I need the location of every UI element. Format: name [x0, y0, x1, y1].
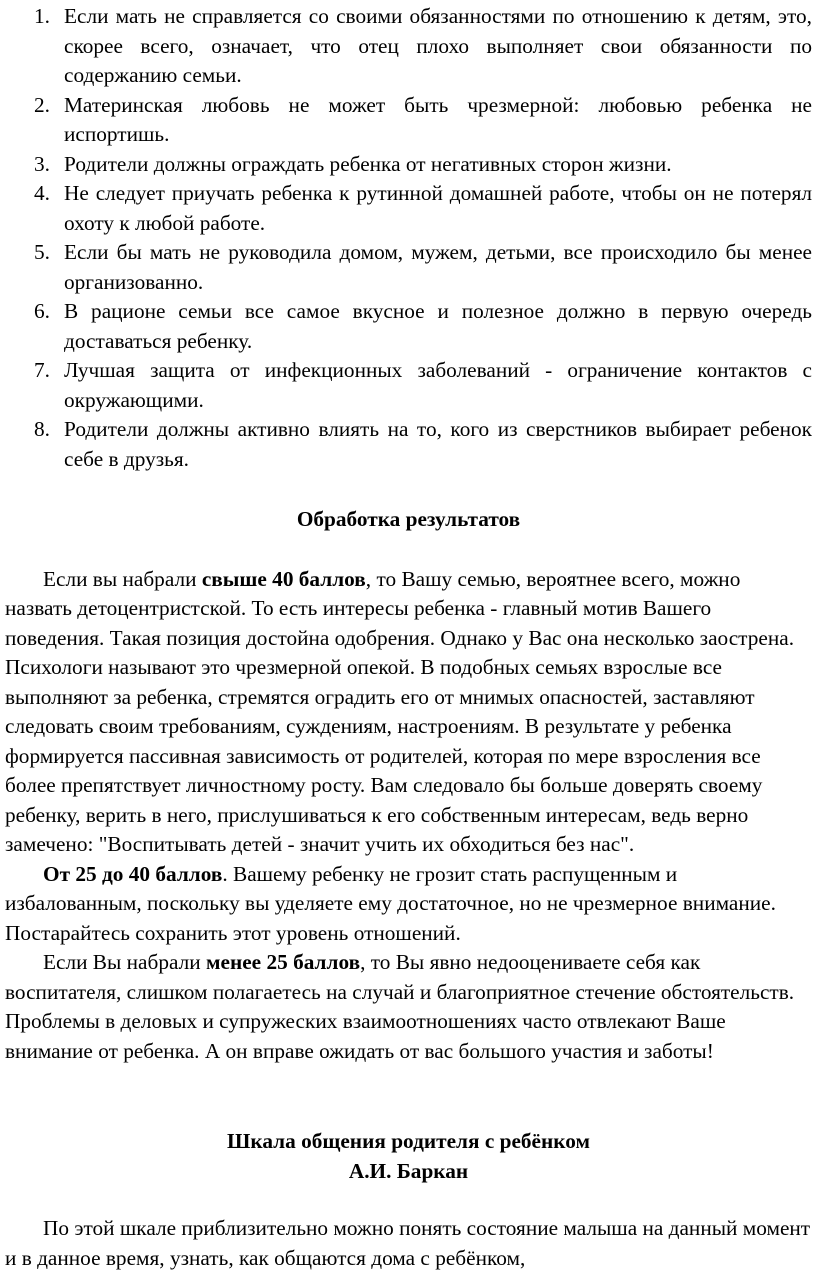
- score-range-low: менее 25 баллов: [205, 950, 361, 974]
- list-item-number: 5.: [34, 240, 50, 264]
- list-item: [5, 179, 812, 238]
- paragraph-lead: Если Вы набрали: [43, 950, 206, 974]
- score-range-mid: От 25 до 40 баллов: [43, 861, 223, 886]
- scale-heading: Шкала общения родителя с ребёнком: [226, 1129, 591, 1153]
- list-item-number: 7.: [34, 358, 50, 382]
- list-item: [5, 415, 812, 474]
- paragraph-lead: Если вы набрали: [43, 566, 202, 591]
- list-item-number: 2.: [34, 92, 50, 117]
- scale-author: А.И. Баркан: [348, 1158, 469, 1183]
- score-range-high: свыше 40 баллов: [201, 566, 366, 591]
- list-item-number: 3.: [34, 151, 50, 176]
- list-item-text: Родители должны активно влиять на то, кого из сверстников выбирает ребенок себе в друзья.: [64, 417, 812, 471]
- list-item-text: В рационе семьи все самое вкусное и полезное должно в первую очередь доставаться ребенку.: [64, 299, 812, 353]
- results-paragraph-low: [5, 948, 812, 1066]
- list-item-text: Если бы мать не руководила домом, мужем, детьми, все происходило бы менее организованно.: [64, 240, 812, 294]
- list-item: [5, 150, 812, 180]
- list-item-text: Лучшая защита от инфекционных заболеваний - ограничение контактов с окружающими.: [64, 358, 812, 412]
- list-item: [5, 238, 812, 297]
- list-item-number: 1.: [34, 4, 50, 28]
- list-item-text: Материнская любовь не может быть чрезмерной: любовью ребенка не испортишь.: [64, 92, 812, 146]
- results-heading: Обработка результатов: [296, 507, 521, 531]
- paragraph-text: , то Вы явно недооцениваете себя как воспитателя, слишком полагаетесь на случай и благоприятное стечение обстоятельств. Проблемы в деловых и супружеских взаимоотношениях часто отвлекают Ваше внимание от ребенка. А он вправе ожидать от вас большого участия и заботы!: [5, 950, 795, 1063]
- list-item-number: 8.: [34, 417, 50, 441]
- results-paragraph-mid: [5, 860, 812, 949]
- list-item: [5, 356, 812, 415]
- list-item-number: 6.: [34, 299, 50, 323]
- questionnaire-list: [5, 2, 812, 474]
- list-item-text: Родители должны ограждать ребенка от негативных сторон жизни.: [64, 151, 672, 176]
- results-paragraph-high: [5, 565, 812, 860]
- scale-intro-paragraph: По этой шкале приблизительно можно понять состояние малыша на данный момент и в данное время, узнать, как общаются дома с ребёнком,: [5, 1216, 811, 1270]
- list-item-text: Если мать не справляется со своими обязанностями по отношению к детям, это, скорее всего, означает, что отец плохо выполняет свои обязанности по содержанию семьи.: [64, 4, 812, 87]
- list-item-number: 4.: [34, 181, 50, 205]
- paragraph-text: . Вашему ребенку не грозит стать распущенным и избалованным, поскольку вы уделяете ему достаточное, но не чрезмерное внимание. Постарайтесь сохранить этот уровень отношений.: [5, 861, 776, 945]
- list-item: [5, 2, 812, 91]
- list-item: [5, 297, 812, 356]
- list-item-text: Не следует приучать ребенка к рутинной домашней работе, чтобы он не потерял охоту к любой работе.: [64, 181, 812, 235]
- list-item: [5, 91, 812, 150]
- paragraph-text: , то Вашу семью, вероятнее всего, можно назвать детоцентристской. То есть интересы ребенка - главный мотив Вашего поведения. Такая позиция достойна одобрения. Однако у Вас она несколько заострена. Психологи называют это чрезмерной опекой. В подобных семьях взрослые все выполняют за ребенка, стремятся оградить его от мнимых опасностей, заставляют следовать своим требованиям, суждениям, настроениям. В результате у ребенка формируется пассивная зависимость от родителей, которая по мере взросления все более препятствует личностному росту. Вам следовало бы больше доверять своему ребенку, верить в него, прислушиваться к его собственным интересам, ведь верно замечено: "Воспитывать детей - значит учить их обходиться без нас".: [5, 566, 795, 856]
